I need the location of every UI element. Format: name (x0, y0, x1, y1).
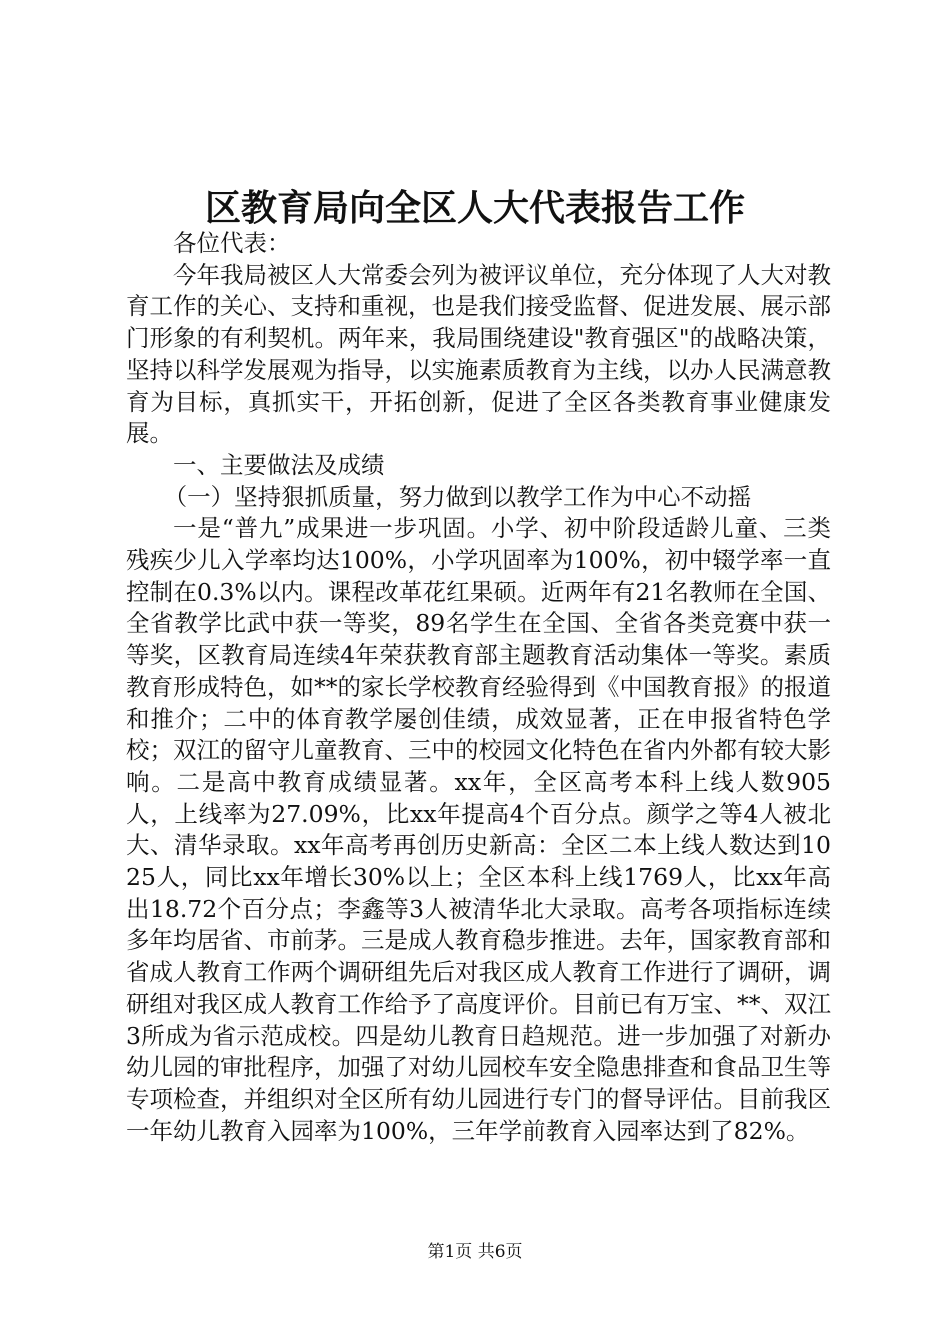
subsection-heading: （一）坚持狠抓质量，努力做到以教学工作为中心不动摇 (163, 482, 752, 511)
salutation: 各位代表： (173, 229, 291, 257)
body-paragraph: 一是“普九”成果进一步巩固。小学、初中阶段适龄儿童、三类残疾少儿入学率均达100%，小学巩固率为100%，初中辍学率一直控制在0.3%以内。课程改革花红果硕。近两年有21名教师在全国、全省教学比武中获一等奖，89名学生在全国、全省各类竞赛中获一等奖，区教育局连续4年荣获教育部主题教育活动集体一等奖。素质教育形成特色，如**的家长学校教育经验得到《中国教育报》的报道和推介；二中的体育教学屡创佳绩，成效显著，正在申报省特色学校；双江的留守儿童教育、三中的校园文化特色在省内外都有较大影响。二是高中教育成绩显著。xx年，全区高考本科上线人数905人，上线率为27.09%，比xx年提高4个百分点。颜学之等4人被北大、清华录取。xx年高考再创历史新高：全区二本上线人数达到1025人，同比xx年增长30%以上；全区本科上线1769人，比xx年高出18.72个百分点；李鑫等3人被清华北大录取。高考各项指标连续多年均居省、市前茅。三是成人教育稳步推进。去年，国家教育部和省成人教育工作两个调研组先后对我区成人教育工作进行了调研，调研组对我区成人教育工作给予了高度评价。目前已有万宝、**、双江3所成为省示范成校。四是幼儿教育日趋规范。进一步加强了对新办幼儿园的审批程序，加强了对幼儿园校车安全隐患排查和食品卫生等专项检查，并组织对全区所有幼儿园进行专门的督导评估。目前我区一年幼儿教育入园率为100%，三年学前教育入园率达到了82%。 (126, 514, 831, 1145)
section-heading: 一、主要做法及成绩 (173, 450, 385, 479)
page-number-footer: 第1页 共6页 (427, 1242, 523, 1262)
document-body (126, 228, 831, 1147)
intro-paragraph: 今年我局被区人大常委会列为被评议单位，充分体现了人大对教育工作的关心、支持和重视，也是我们接受监督、促进发展、展示部门形象的有利契机。两年来，我局围绕建设"教育强区"的战略决策，坚持以科学发展观为指导，以实施素质教育为主线，以办人民满意教育为目标，真抓实干，开拓创新，促进了全区各类教育事业健康发展。 (126, 260, 831, 448)
document-title: 区教育局向全区人大代表报告工作 (204, 187, 745, 229)
